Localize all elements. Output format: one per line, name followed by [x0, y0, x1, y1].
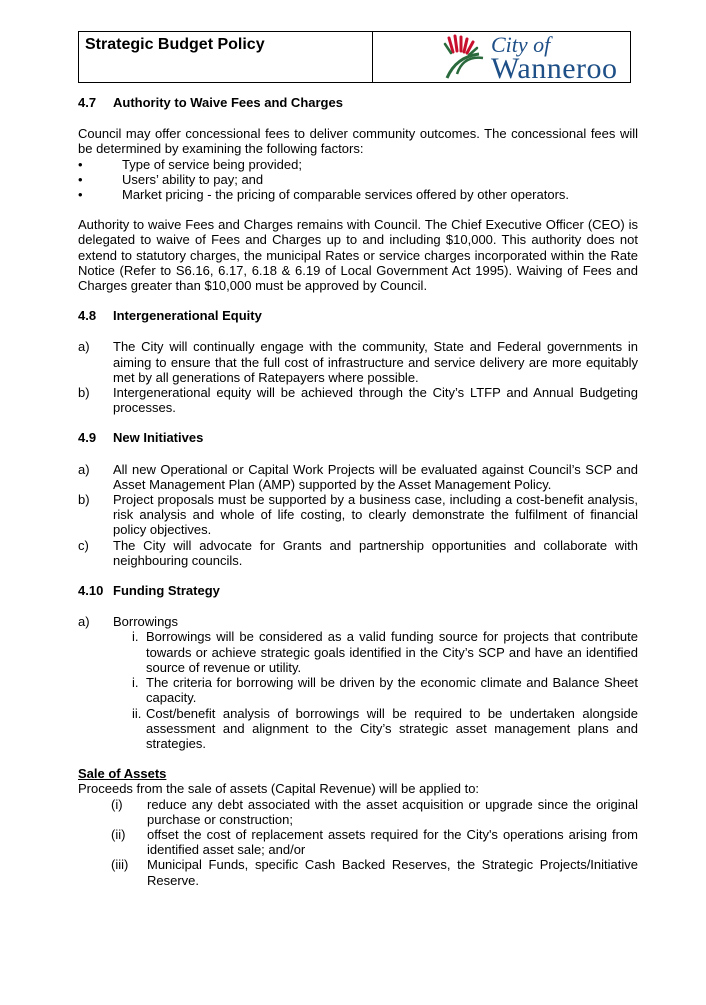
logo-text-wanneroo: Wanneroo — [491, 52, 618, 85]
list-item: b) Project proposals must be supported by a business case, including a cost-benefit analysis, risk analysis and whole of life costing, to clearly demonstrate the fulfilment of financial policy objectives. — [78, 492, 638, 538]
list-item: c) The City will advocate for Grants and partnership opportunities and collaborate with neighbouring councils. — [78, 537, 638, 568]
list-item: a) All new Operational or Capital Work Projects will be evaluated against Council’s SCP and Asset Management Plan (AMP) supported by the Asset Management Policy. — [78, 461, 638, 492]
bullet-item: • Type of service being provided; — [78, 156, 302, 172]
section-heading-4-7: 4.7 Authority to Waive Fees and Charges — [78, 95, 343, 110]
paragraph: Council may offer concessional fees to deliver community outcomes. The concessional fees will be determined by examining the following factors: — [78, 126, 638, 157]
section-heading-4-9: 4.9 New Initiatives — [78, 430, 204, 446]
document-body — [78, 95, 638, 888]
sub-list-item: i. The criteria for borrowing will be driven by the economic climate and Balance Sheet capacity. — [132, 675, 638, 706]
list-item: a) The City will continually engage with the community, State and Federal governments in aiming to ensure that the full cost of infrastructure and service delivery are more equitably met by all generations of Ratepayers where possible. — [78, 339, 638, 385]
city-logo — [373, 32, 630, 85]
kangaroo-paw-logo-icon — [439, 34, 489, 80]
paragraph: Authority to waive Fees and Charges remains with Council. The Chief Executive Officer (CEO) is delegated to waive of Fees and Charges up to and including $10,000. This authority does not extend to statutory charges, the municipal Rates or service charges incorporated within the Rate Notice (Refer to S6.16, 6.17, 6.18 & 6.19 of Local Government Act 1995). Waiving of Fees and Charges greater than $10,000 must be approved by Council. — [78, 217, 638, 294]
list-item: (i) reduce any debt associated with the asset acquisition or upgrade since the original purchase or construction; — [111, 796, 638, 827]
sub-list-item: ii. Cost/benefit analysis of borrowings will be required to be undertaken alongside assessment and alignment to the City’s strategic asset management plans and strategies. — [132, 705, 638, 751]
list-item: a) Borrowings — [78, 614, 179, 630]
sale-of-assets-heading: Sale of Assets — [78, 766, 167, 782]
document-title: Strategic Budget Policy — [79, 32, 373, 82]
sub-list-item: i. Borrowings will be considered as a valid funding source for projects that contribute towards or achieve strategic goals identified in the City’s SCP and have an identified source of revenue or utility. — [132, 629, 638, 675]
bullet-item: • Market pricing - the pricing of comparable services offered by other operators. — [78, 187, 570, 203]
section-heading-4-10: 4.10 Funding Strategy — [78, 583, 220, 599]
paragraph: Proceeds from the sale of assets (Capital Revenue) will be applied to: — [78, 781, 480, 797]
bullet-item: • Users’ ability to pay; and — [78, 171, 264, 187]
section-heading-4-8: 4.8 Intergenerational Equity — [78, 308, 262, 324]
logo-text-city-of: City of — [491, 32, 551, 57]
list-item: b) Intergenerational equity will be achieved through the City’s LTFP and Annual Budgeting processes. — [78, 385, 638, 416]
list-item: (ii) offset the cost of replacement assets required for the City's operations arising from identified asset sale; and/or — [111, 826, 638, 858]
list-item: (iii) Municipal Funds, specific Cash Backed Reserves, the Strategic Projects/Initiative Reserve. — [111, 857, 638, 888]
page-header — [78, 31, 631, 83]
